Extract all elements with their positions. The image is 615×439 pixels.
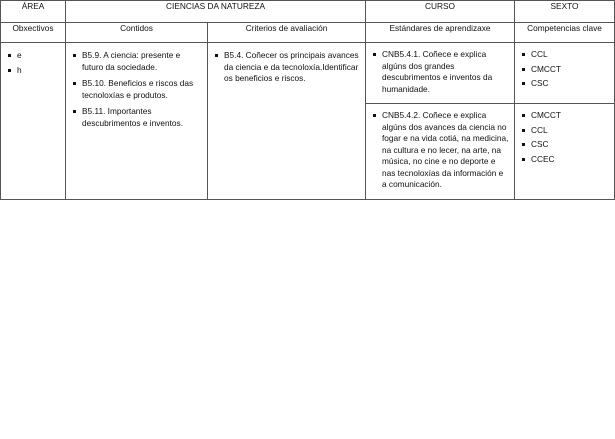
content-item: B5.11. Importantes descubrimentos e inventos. [73,106,203,129]
competence-item: CSC [522,78,610,90]
competences-cell-1 [515,43,615,104]
curso-value-cell: SEXTO [515,1,615,23]
competences-cell-2 [515,104,615,200]
competence-item: CCL [522,49,610,61]
area-label-cell: ÁREA [1,1,66,23]
criteria-header: Criterios de avaliación [208,23,366,43]
competence-item: CCEC [522,154,610,166]
content-item: B5.10. Beneficios e riscos das tecnoloxías e produtos. [73,78,203,101]
curso-label-cell: CURSO [366,1,515,23]
standard-item: CNB5.4.2. Coñece e explica algúns dos avances da ciencia no fogar e na vida cotiá, na medicina, na cultura e no lecer, na arte, na música, no cine e no deporte e nas tecnoloxías da información e a comunicación. [373,110,510,191]
standards-header: Estándares de aprendizaxe [366,23,515,43]
competences-header: Competencias clave [515,23,615,43]
content-item: B5.9. A ciencia: presente e futuro da sociedade. [73,50,203,73]
standard-cell-2 [366,104,515,200]
criteria-cell [208,43,366,200]
competence-item: CMCCT [522,64,610,76]
objective-item: h [8,65,61,77]
criteria-item: B5.4. Coñecer os principais avances da ciencia e da tecnoloxía.Identificar os beneficios e riscos. [215,50,361,85]
competence-item: CSC [522,139,610,151]
area-value-cell: CIENCIAS DA NATUREZA [66,1,366,23]
objectives-header: Obxectivos [1,23,66,43]
contents-header: Contidos [66,23,208,43]
contents-cell [66,43,208,200]
competence-item: CMCCT [522,110,610,122]
standard-item: CNB5.4.1. Coñece e explica algúns dos grandes descubrimentos e inventos da humanidade. [373,49,510,95]
competence-item: CCL [522,125,610,137]
curriculum-table [0,0,615,200]
objectives-cell [1,43,66,200]
standard-cell-1 [366,43,515,104]
objective-item: e [8,50,61,62]
